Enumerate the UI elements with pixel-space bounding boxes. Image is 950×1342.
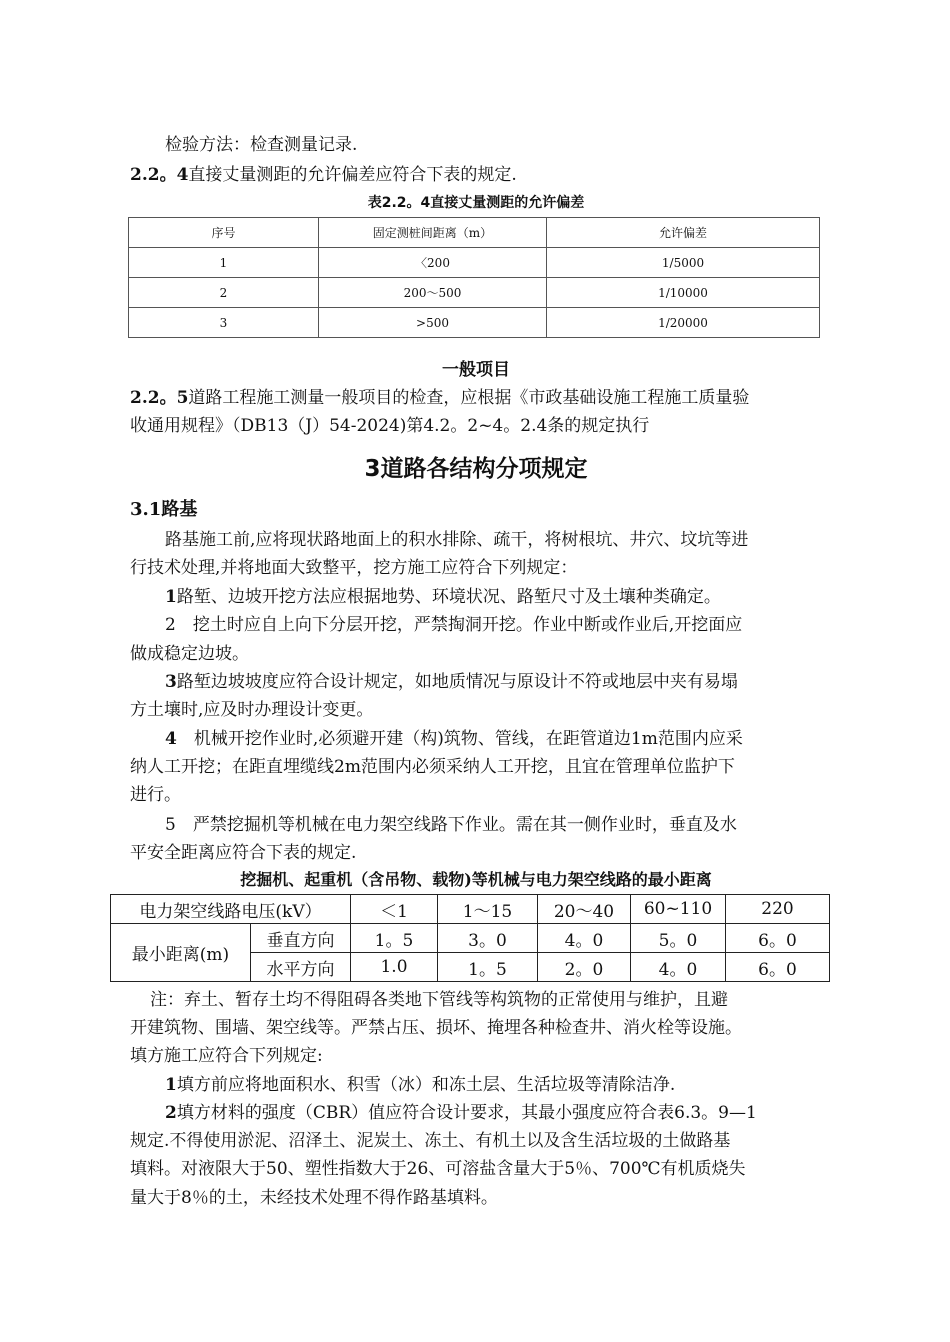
item-text: 填方材料的强度（CBR）值应符合设计要求，其最小强度应符合表6.3。9—1 xyxy=(176,1103,757,1123)
excavation-item-4-line3: 进行。 xyxy=(130,785,181,805)
clause-2-2-4 xyxy=(130,165,822,185)
fill-item-2-line4: 量大于8％的土，未经技术处理不得作路基填料。 xyxy=(130,1188,498,1208)
item-number: 4 xyxy=(165,729,177,749)
excavation-item-2-line1: 2 挖土时应自上向下分层开挖，严禁掏洞开挖。作业中断或作业后,开挖面应 xyxy=(165,615,743,635)
table-cell: 1 xyxy=(129,248,319,278)
excavation-item-5-line1: 5 严禁挖掘机等机械在电力架空线路下作业。需在其一侧作业时，垂直及水 xyxy=(165,815,737,835)
item-number: 3 xyxy=(165,672,177,692)
table-header-cell: 序号 xyxy=(129,218,319,248)
table-cell: 〈200 xyxy=(319,248,547,278)
table-cell: 6。0 xyxy=(726,953,830,982)
fill-item-1 xyxy=(165,1075,822,1095)
clause-2-2-5-line2: 收通用规程》（DB13（J）54-2024)第4.2。2~4。2.4条的规定执行 xyxy=(130,416,650,436)
clause-text: 道路工程施工测量一般项目的检查，应根据《市政基础设施工程施工质量验 xyxy=(188,388,750,408)
voltage-cell: 60~110 xyxy=(631,895,726,924)
table-cell: 1/10000 xyxy=(547,278,820,308)
table-cell: 3。0 xyxy=(438,924,538,953)
table-row xyxy=(129,248,820,278)
table1-caption: 表2.2。4直接丈量测距的允许偏差 xyxy=(367,195,585,211)
inspection-method-text: 检验方法：检查测量记录. xyxy=(165,135,358,155)
table-cell: 6。0 xyxy=(726,924,830,953)
section-title: 3道路各结构分项规定 xyxy=(364,456,588,482)
clause-2-2-5-line1 xyxy=(130,388,822,408)
subgrade-intro-line2: 行技术处理,并将地面大致整平，挖方施工应符合下列规定： xyxy=(130,558,578,578)
item-text: 路堑边坡坡度应符合设计规定，如地质情况与原设计不符或地层中夹有易塌 xyxy=(176,672,738,692)
table-cell: 2。0 xyxy=(538,953,631,982)
excavation-item-2-line2: 做成稳定边坡。 xyxy=(130,644,249,664)
table-cell: 5。0 xyxy=(631,924,726,953)
excavation-item-3-line2: 方土壤时,应及时办理设计变更。 xyxy=(130,700,374,720)
item-text: 机械开挖作业时,必须避开建（构)筑物、管线，在距管道边1m范围内应采 xyxy=(193,729,743,749)
item-text: 填方前应将地面积水、积雪（冰）和冻土层、生活垃圾等清除洁净. xyxy=(176,1075,676,1095)
min-distance-label: 最小距离(m) xyxy=(111,924,251,982)
item-text: 路堑、边坡开挖方法应根据地势、环境状况、路堑尺寸及土壤种类确定。 xyxy=(176,587,721,607)
table-cell: 1/20000 xyxy=(547,308,820,338)
voltage-cell: ＜1 xyxy=(351,895,438,924)
voltage-cell: 1～15 xyxy=(438,895,538,924)
table-header-cell: 允许偏差 xyxy=(547,218,820,248)
excavation-item-4-line2: 纳人工开挖；在距直埋缆线2m范围内必须采纳人工开挖，且宜在管理单位监护下 xyxy=(130,757,735,777)
table-row xyxy=(111,924,830,953)
vertical-label: 垂直方向 xyxy=(251,924,351,953)
table-header-row xyxy=(129,218,820,248)
table-cell: 2 xyxy=(129,278,319,308)
fill-item-2-line1 xyxy=(165,1103,822,1123)
voltage-cell: 220 xyxy=(726,895,830,924)
distance-tolerance-table xyxy=(128,217,820,338)
item-number: 1 xyxy=(165,1075,177,1095)
table-row xyxy=(129,308,820,338)
fill-item-2-line3: 填料。对液限大于50、塑性指数大于26、可溶盐含量大于5％、700℃有机质烧失 xyxy=(130,1159,746,1179)
table-cell: 1.0 xyxy=(351,953,438,982)
subsection-title: 3.1路基 xyxy=(130,499,198,520)
clause-number: 2.2。4 xyxy=(130,165,189,185)
clause-number: 2.2。5 xyxy=(130,388,189,408)
clause-text: 直接丈量测距的允许偏差应符合下表的规定. xyxy=(188,165,517,185)
table-row xyxy=(129,278,820,308)
horizontal-label: 水平方向 xyxy=(251,953,351,982)
general-items-heading: 一般项目 xyxy=(442,360,510,380)
table-cell: 1。5 xyxy=(351,924,438,953)
note-line2: 开建筑物、围墙、架空线等。严禁占压、损坏、掩埋各种检查井、消火栓等设施。 xyxy=(130,1018,742,1038)
table2-caption: 挖掘机、起重机（含吊物、载物)等机械与电力架空线路的最小距离 xyxy=(240,870,712,889)
table-cell: 4。0 xyxy=(538,924,631,953)
voltage-header: 电力架空线路电压(kV） xyxy=(111,895,351,924)
table-cell: >500 xyxy=(319,308,547,338)
subgrade-intro-line1: 路基施工前,应将现状路地面上的积水排除、疏干，将树根坑、井穴、坟坑等进 xyxy=(165,530,749,550)
note-line1: 注：弃土、暂存土均不得阻碍各类地下管线等构筑物的正常使用与维护，且避 xyxy=(150,990,728,1010)
table-cell: 3 xyxy=(129,308,319,338)
table-cell: 200～500 xyxy=(319,278,547,308)
item-number: 1 xyxy=(165,587,177,607)
table-header-row xyxy=(111,895,830,924)
item-number: 2 xyxy=(165,1103,177,1123)
min-distance-table xyxy=(110,894,830,982)
fill-intro: 填方施工应符合下列规定: xyxy=(130,1046,323,1066)
table-header-cell: 固定测桩间距离（m） xyxy=(319,218,547,248)
table-cell: 1。5 xyxy=(438,953,538,982)
excavation-item-5-line2: 平安全距离应符合下表的规定. xyxy=(130,843,357,863)
table-cell: 1/5000 xyxy=(547,248,820,278)
fill-item-2-line2: 规定.不得使用淤泥、沼泽土、泥炭土、冻土、有机土以及含生活垃圾的土做路基 xyxy=(130,1131,731,1151)
voltage-cell: 20～40 xyxy=(538,895,631,924)
excavation-item-1 xyxy=(165,587,822,607)
excavation-item-4-line1 xyxy=(165,729,822,749)
table-cell: 4。0 xyxy=(631,953,726,982)
excavation-item-3-line1 xyxy=(165,672,822,692)
